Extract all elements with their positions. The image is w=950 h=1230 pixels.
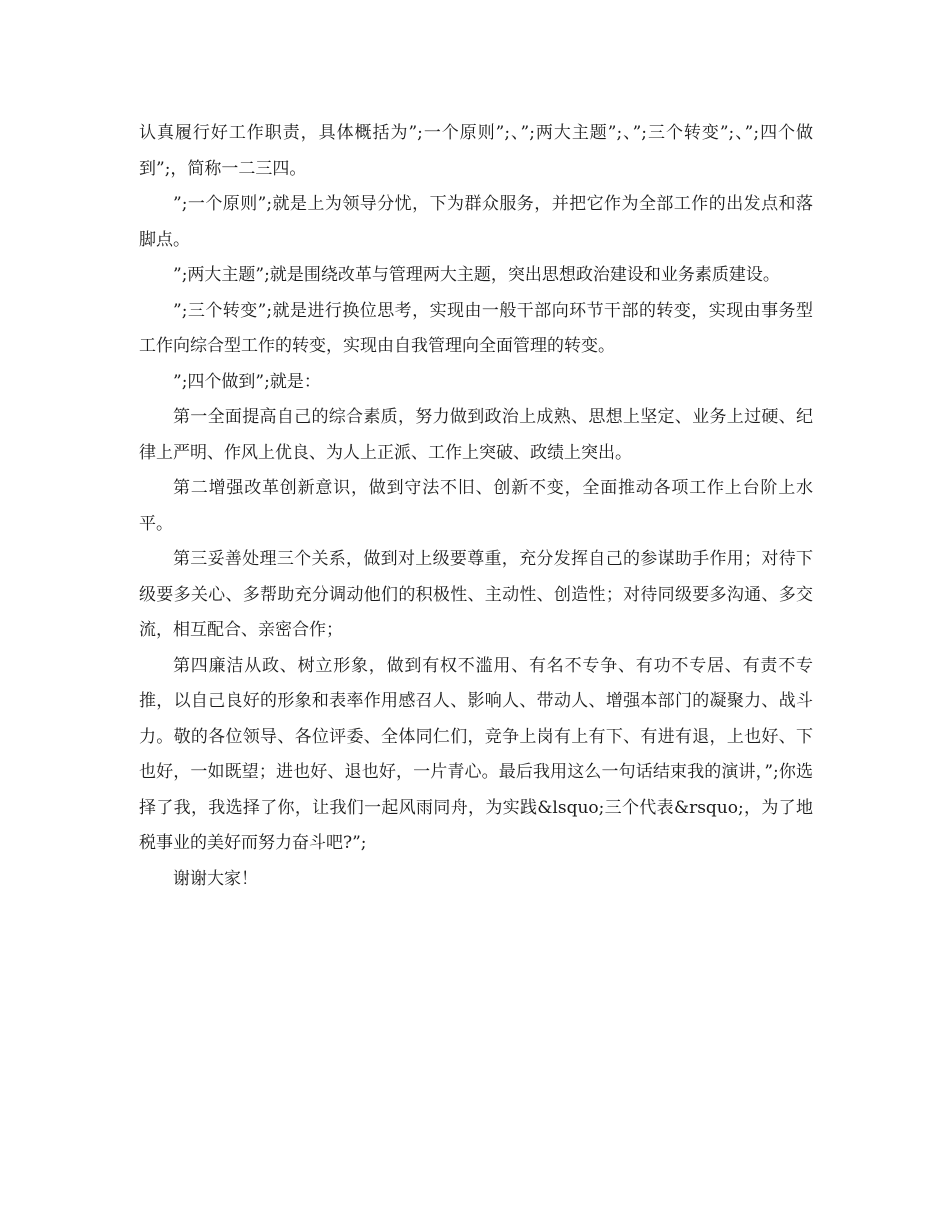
paragraph-fourth-point: 第四廉洁从政、树立形象，做到有权不滥用、有名不专争、有功不专居、有责不专推，以自己良好的形象和表率作用感召人、影响人、带动人、增强本部门的凝聚力、战斗力。敬的各位领导、各位评委、全体同仁们，竞争上岗有上有下、有进有退，上也好、下也好，一如既望；进也好、退也好，一片青心。最后我用这么一句话结束我的演讲，”;你选择了我，我选择了你，让我们一起风雨同舟，为实践&lsquo;三个代表&rsquo;，为了地税事业的美好而努力奋斗吧?”; <box>139 655 813 853</box>
paragraph-four-achievements: ”;四个做到”;就是： <box>173 371 321 392</box>
paragraph-two-themes: ”;两大主题”;就是围绕改革与管理两大主题，突出思想政治建设和业务素质建设。 <box>173 265 780 285</box>
document-body <box>139 116 813 897</box>
paragraph-first-point: 第一全面提高自己的综合素质，努力做到政治上成熟、思想上坚定、业务上过硬、纪律上严明、作风上优良、为人上正派、工作上突破、政绩上突出。 <box>139 407 813 463</box>
paragraph-one-principle: ”;一个原则”;就是上为领导分忧，下为群众服务，并把它作为全部工作的出发点和落脚点。 <box>139 194 813 250</box>
paragraph-thanks: 谢谢大家！ <box>173 868 258 889</box>
paragraph-three-transitions: ”;三个转变”;就是进行换位思考，实现由一般干部向环节干部的转变，实现由事务型工作向综合型工作的转变，实现由自我管理向全面管理的转变。 <box>139 300 813 356</box>
paragraph-second-point: 第二增强改革创新意识，做到守法不旧、创新不变，全面推动各项工作上台阶上水平。 <box>139 478 813 534</box>
paragraph-third-point: 第三妥善处理三个关系，做到对上级要尊重，充分发挥自己的参谋助手作用；对待下级要多关心、多帮助充分调动他们的积极性、主动性、创造性；对待同级要多沟通、多交流，相互配合、亲密合作； <box>139 549 813 640</box>
paragraph-duty-summary: 认真履行好工作职责，具体概括为”;一个原则”;、”;两大主题”;、”;三个转变”;、”;四个做到”;，简称一二三四。 <box>139 123 813 179</box>
